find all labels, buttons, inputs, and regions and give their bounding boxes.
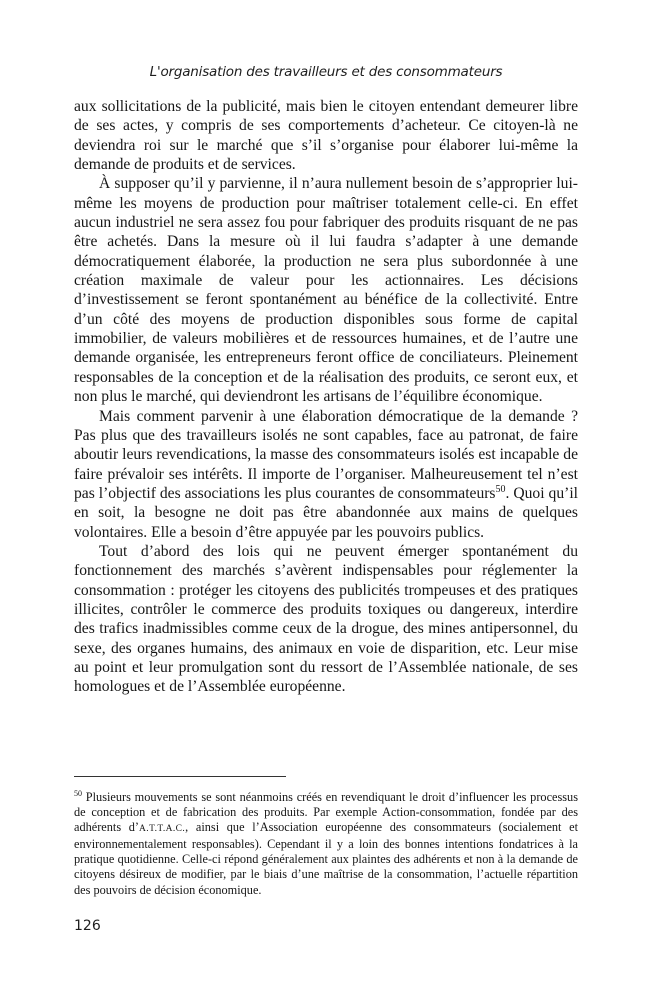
- main-text: [74, 97, 578, 697]
- footnote: [74, 790, 578, 898]
- running-head: L'organisation des travailleurs et des consommateurs: [149, 64, 503, 80]
- paragraph-3: [74, 407, 578, 542]
- footnote-text-before-abbr: Plusieurs mouvements se sont néanmoins créés en revendiquant le droit d’influencer les processus de conception et de fabrication des produits. Par exemple Action-consommation, fondée par des adhérents d’: [74, 790, 578, 835]
- footnote-abbreviation: A.T.T.A.C.: [139, 824, 186, 835]
- footnote-text-after-abbr: , ainsi que l’Association européenne des consommateurs (socialement et environnementalement responsables). Cependant il y a loin des bonnes intentions fondatrices à la pratique quotidienne. Celle-ci répond généralement aux plaintes des adhérents et non à la demande de citoyens désireux de modifier, par le biais d’une maîtrise de la consommation, l’actuelle répartition des pouvoirs de décision économique.: [74, 820, 578, 897]
- paragraph-2: À supposer qu’il y parvienne, il n’aura nullement besoin de s’approprier lui-même les moyens de production pour maîtriser totalement celle-ci. En effet aucun industriel ne sera assez fou pour fabriquer des produits risquant de ne pas être achetés. Dans la mesure où il lui faudra s’adapter à une demande démocratiquement élaborée, la production ne sera plus subordonnée à une création maximale de valeur pour les actionnaires. Les décisions d’investissement se feront spontanément au bénéfice de la collectivité. Entre d’un côté des moyens de production disponibles sous forme de capital immobilier, de valeurs mobilières et de ressources humaines, et de l’autre une demande organisée, les entrepreneurs feront office de conciliateurs. Pleinement responsables de la conception et de la réalisation des produits, ce seront eux, et non plus le marché, qui deviendront les artisans de l’équilibre économique.: [74, 175, 578, 406]
- footnote-separator: [74, 776, 286, 777]
- paragraph-3-text-after-note: . Quoi qu’il en soit, la besogne ne doit pas être abandonnée aux mains de quelques volontaires. Elle a besoin d’être appuyée par les pouvoirs publics.: [74, 484, 578, 541]
- paragraph-3-text-before-note: Mais comment parvenir à une élaboration démocratique de la demande ? Pas plus que des travailleurs isolés ne sont capables, face au patronat, de faire aboutir leurs revendications, la masse des consommateurs isolés est incapable de faire prévaloir ses intérêts. Il importe de l’organiser. Malheureusement tel n’est pas l’objectif des associations les plus courantes de consommateurs: [74, 407, 578, 502]
- footnote-number: 50: [74, 788, 82, 798]
- paragraph-1: aux sollicitations de la publicité, mais bien le citoyen entendant demeurer libre de ses actes, y compris de ses comportements d’acheteur. Ce citoyen-là ne deviendra roi sur le marché que s’il s’organise pour élaborer lui-même la demande de produits et de services.: [74, 98, 578, 174]
- page-number: 126: [74, 918, 101, 934]
- paragraph-4: Tout d’abord des lois qui ne peuvent émerger spontanément du fonctionnement des marchés s’avèrent indispensables pour réglementer la consommation : protéger les citoyens des publicités trompeuses et des pratiques illicites, contrôler le commerce des produits toxiques ou dangereux, interdire des trafics inadmissibles comme ceux de la drogue, des mines antipersonnel, du sexe, des organes humains, des animaux en voie de disparition, etc. Leur mise au point et leur promulgation sont du ressort de l’Assemblée nationale, de ses homologues et de l’Assemblée européenne.: [74, 542, 578, 696]
- footnote-reference[interactable]: 50: [495, 483, 506, 495]
